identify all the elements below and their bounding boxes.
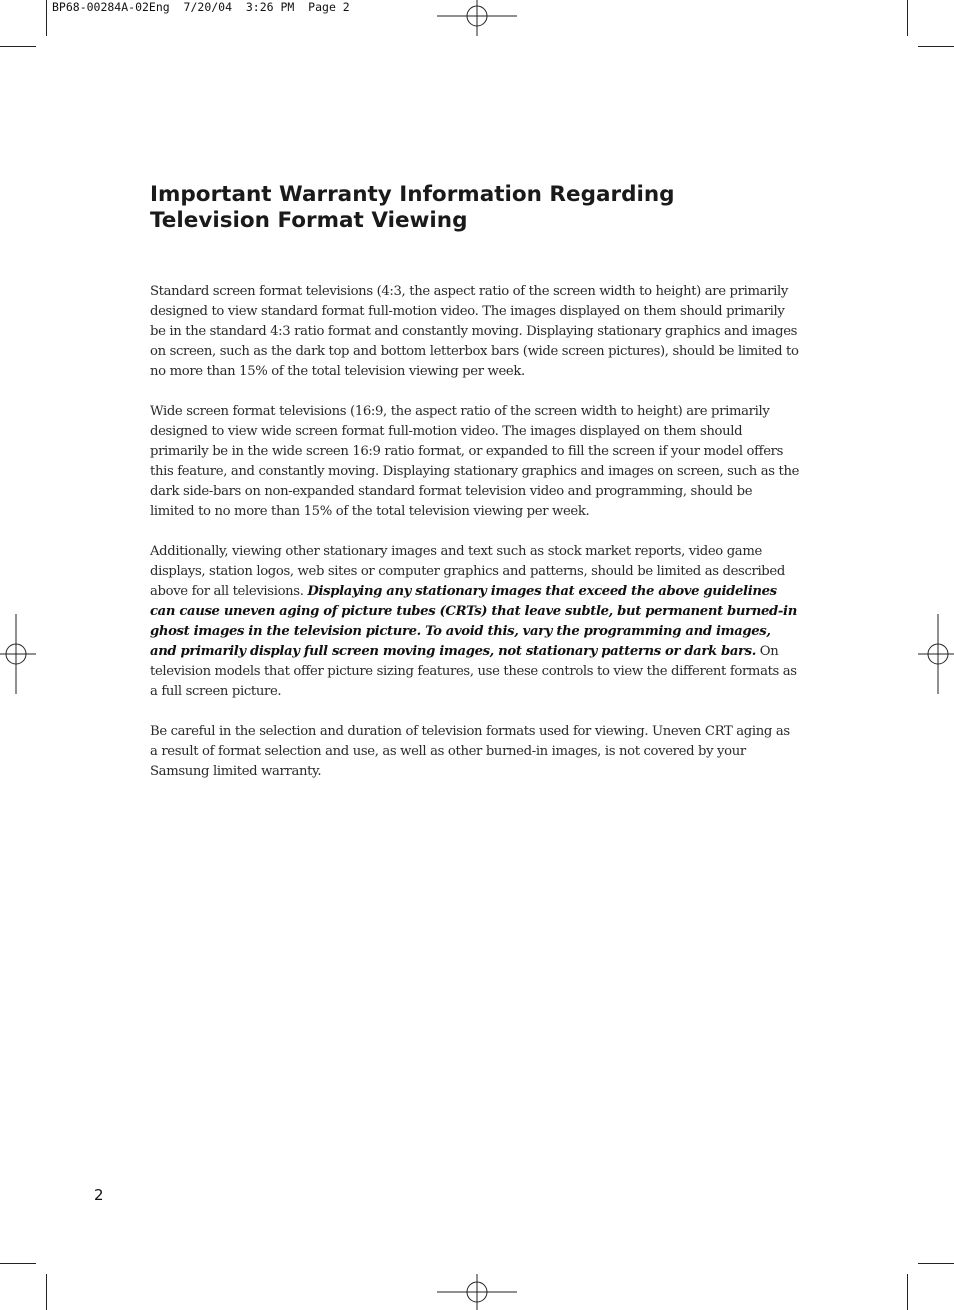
paragraph-stationary-images-end: On television models that offer picture sizing features, use these controls to view the different formats as a full screen picture. [150, 644, 797, 699]
crop-mark-bottom-left-vertical [46, 1274, 47, 1310]
crop-mark-top-left-vertical [46, 0, 47, 36]
registration-mark-bottom [437, 1274, 517, 1310]
body-text [150, 282, 800, 802]
registration-mark-top [437, 0, 517, 36]
crop-mark-bottom-right-vertical [907, 1274, 908, 1310]
page-title-line-1: Important Warranty Information Regarding [150, 182, 675, 207]
warning-emphasis: Displaying any stationary images that exceed the above guidelines can cause uneven aging of picture tubes (CRTs) that leave subtle, but permanent burned-in ghost images in the television picture. To avoid this, vary the programming and images, and primarily display full screen moving images, not stationary patterns or dark bars. [150, 584, 797, 659]
crop-mark-bottom-right-horizontal [918, 1263, 954, 1264]
crop-mark-top-right-horizontal [918, 46, 954, 47]
page-number: 2 [94, 1186, 104, 1204]
crop-mark-bottom-left-horizontal [0, 1263, 36, 1264]
registration-mark-right [918, 614, 954, 694]
registration-mark-left [0, 614, 36, 694]
print-slug: BP68-00284A-02Eng 7/20/04 3:26 PM Page 2 [52, 0, 350, 14]
page-title-line-2: Television Format Viewing [150, 208, 468, 233]
page-title [150, 182, 810, 234]
paragraph-stationary-images-start: Additionally, viewing other stationary images and text such as stock market reports, video game displays, station logos, web sites or computer graphics and patterns, should be limited as described above for all televisions. [150, 544, 785, 599]
paragraph-stationary-images [150, 542, 800, 702]
paragraph-standard-format: Standard screen format televisions (4:3, the aspect ratio of the screen width to height) are primarily designed to view standard format full-motion video. The images displayed on them should primarily be in the standard 4:3 ratio format and constantly moving. Displaying stationary graphics and images on screen, such as the dark top and bottom letterbox bars (wide screen pictures), should be limited to no more than 15% of the total television viewing per week. [150, 284, 799, 379]
paragraph-warranty-note: Be careful in the selection and duration of television formats used for viewing. Uneven CRT aging as a result of format selection and use, as well as other burned-in images, is not covered by your Samsung limited warranty. [150, 724, 790, 779]
paragraph-wide-screen-format: Wide screen format televisions (16:9, the aspect ratio of the screen width to height) are primarily designed to view wide screen format full-motion video. The images displayed on them should primarily be in the wide screen 16:9 ratio format, or expanded to fill the screen if your model offers this feature, and constantly moving. Displaying stationary graphics and images on screen, such as the dark side-bars on non-expanded standard format television video and programming, should be limited to no more than 15% of the total television viewing per week. [150, 404, 800, 519]
crop-mark-top-right-vertical [907, 0, 908, 36]
crop-mark-top-left-horizontal [0, 46, 36, 47]
